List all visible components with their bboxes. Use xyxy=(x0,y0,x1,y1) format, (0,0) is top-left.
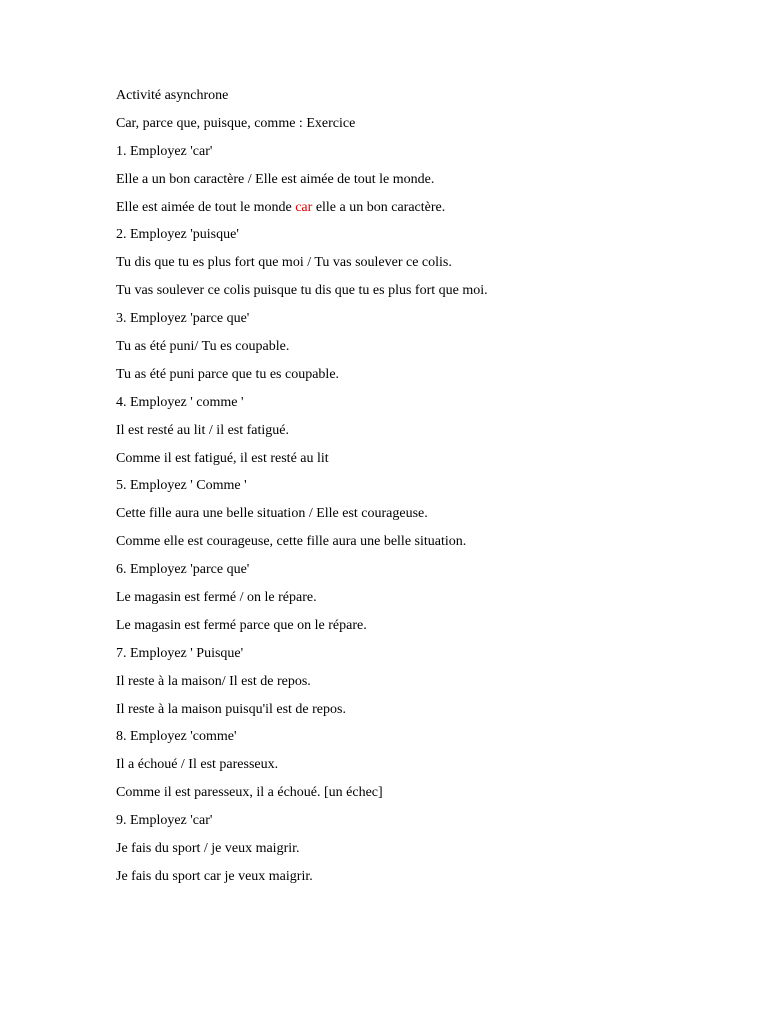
exercise-7 xyxy=(116,644,736,728)
exercise-answer: Tu as été puni parce que tu es coupable. xyxy=(116,366,340,382)
exercise-prompt: Il est resté au lit / il est fatigué. xyxy=(116,422,290,438)
exercise-answer: Comme il est fatigué, il est resté au lit xyxy=(116,450,329,466)
exercise-prompt: Tu dis que tu es plus fort que moi / Tu vas soulever ce colis. xyxy=(116,255,452,271)
exercise-answer: Tu vas soulever ce colis puisque tu dis que tu es plus fort que moi. xyxy=(116,283,488,299)
exercise-heading: 1. Employez 'car' xyxy=(116,143,213,159)
exercise-heading: 3. Employez 'parce que' xyxy=(116,311,250,327)
exercise-heading: 2. Employez 'puisque' xyxy=(116,227,239,243)
exercise-prompt: Tu as été puni/ Tu es coupable. xyxy=(116,339,290,355)
exercise-answer: Comme il est paresseux, il a échoué. [un échec] xyxy=(116,785,383,801)
exercise-answer: Le magasin est fermé parce que on le répare. xyxy=(116,617,367,633)
exercise-heading: 7. Employez ' Puisque' xyxy=(116,645,244,661)
exercise-heading: 5. Employez ' Comme ' xyxy=(116,478,247,494)
exercise-prompt: Cette fille aura une belle situation / Elle est courageuse. xyxy=(116,506,428,522)
exercise-4 xyxy=(116,393,736,477)
exercise-heading: 8. Employez 'comme' xyxy=(116,729,237,745)
exercise-prompt: Elle a un bon caractère / Elle est aimée de tout le monde. xyxy=(116,171,435,187)
exercise-6 xyxy=(116,560,736,644)
document-subtitle: Car, parce que, puisque, comme : Exercice xyxy=(116,115,356,131)
exercise-5 xyxy=(116,476,736,560)
answer-text-before: Elle est aimée de tout le monde xyxy=(116,199,296,215)
exercise-prompt: Il a échoué / Il est paresseux. xyxy=(116,757,279,773)
exercise-heading: 4. Employez ' comme ' xyxy=(116,394,244,410)
exercise-heading: 6. Employez 'parce que' xyxy=(116,562,250,578)
exercise-9 xyxy=(116,811,736,895)
exercise-2 xyxy=(116,225,736,309)
exercise-prompt: Je fais du sport / je veux maigrir. xyxy=(116,841,300,857)
answer-text-after: elle a un bon caractère. xyxy=(312,199,446,215)
exercise-answer: Il reste à la maison puisqu'il est de repos. xyxy=(116,701,346,717)
exercise-prompt: Le magasin est fermé / on le répare. xyxy=(116,590,317,606)
exercise-prompt: Il reste à la maison/ Il est de repos. xyxy=(116,673,311,689)
document-body xyxy=(116,86,736,895)
answer-highlight-word: car xyxy=(295,199,313,215)
exercise-heading: 9. Employez 'car' xyxy=(116,813,213,829)
exercise-answer: Comme elle est courageuse, cette fille aura une belle situation. xyxy=(116,534,467,550)
exercise-answer: Je fais du sport car je veux maigrir. xyxy=(116,868,313,884)
exercise-3 xyxy=(116,309,736,393)
exercise-8 xyxy=(116,727,736,811)
exercise-1 xyxy=(116,142,736,226)
document-title: Activité asynchrone xyxy=(116,88,229,103)
exercise-answer xyxy=(116,198,736,226)
